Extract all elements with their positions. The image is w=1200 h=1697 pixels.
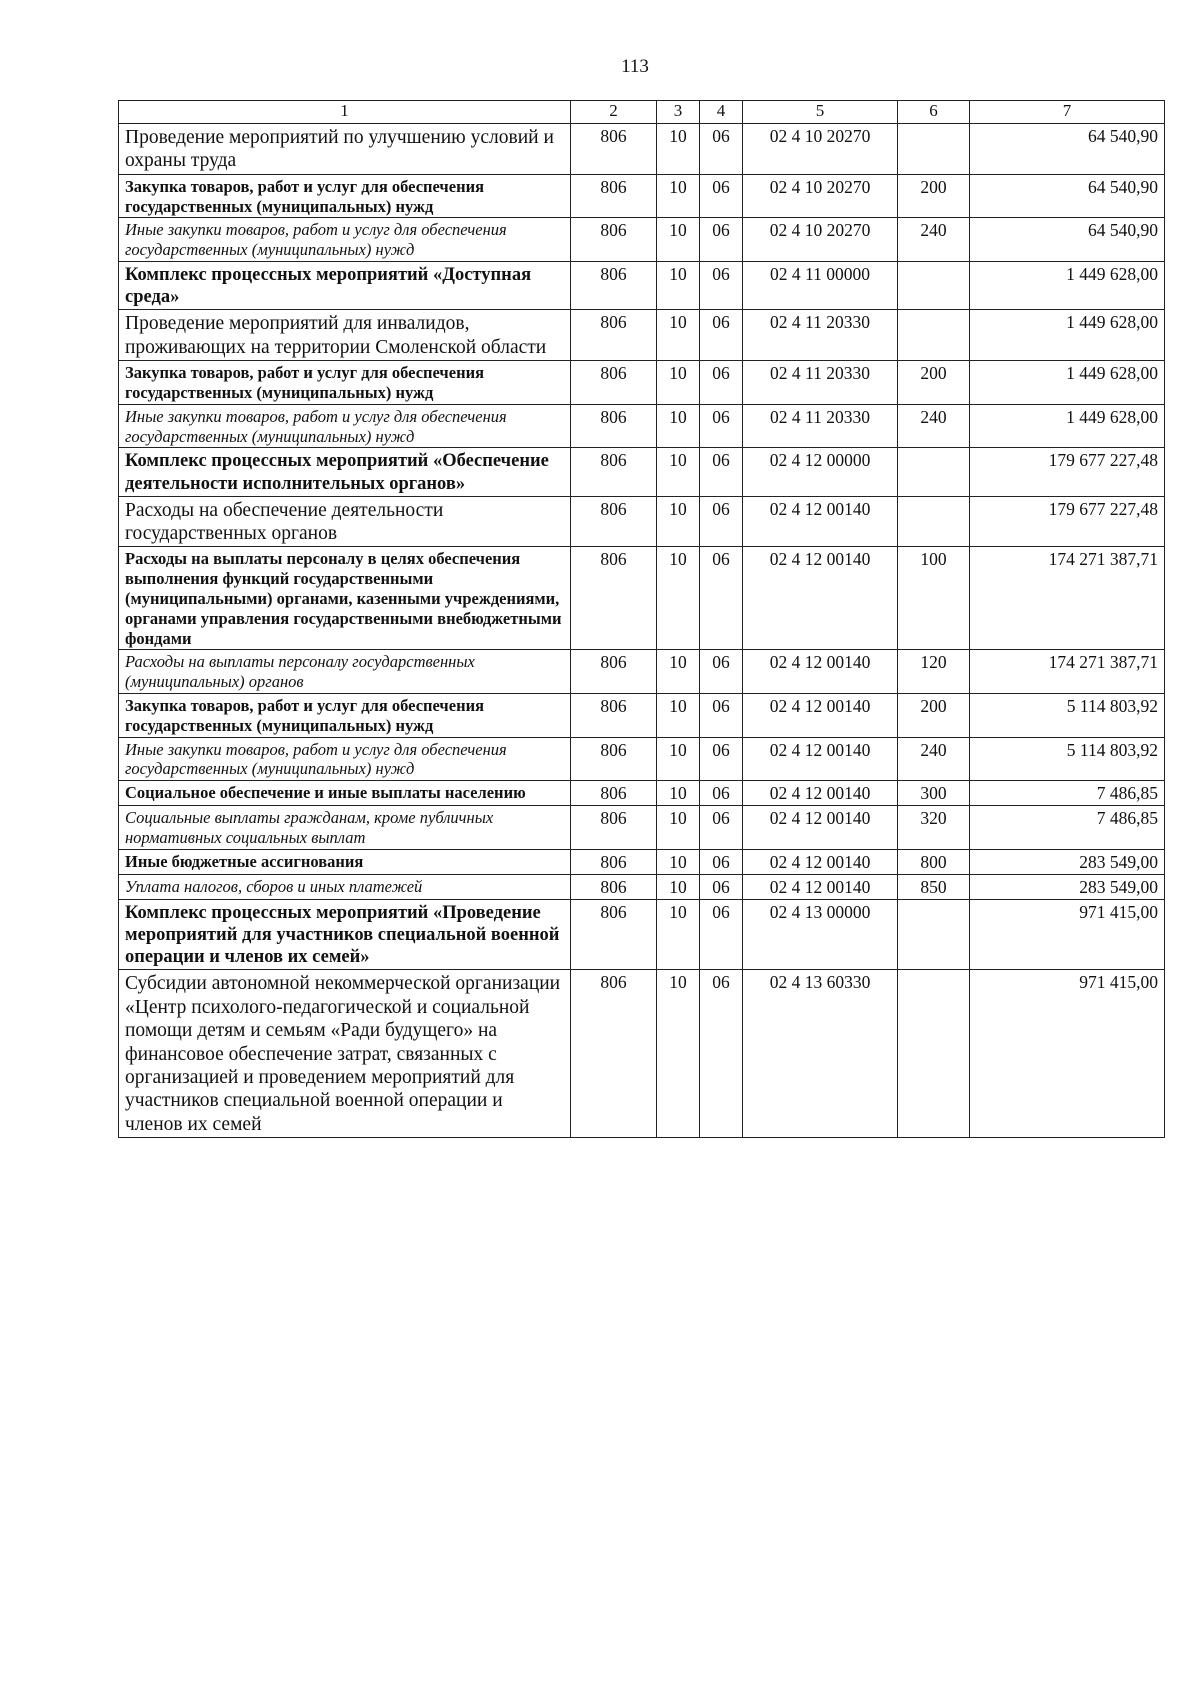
- subsection-code-cell: 06: [700, 448, 743, 496]
- section-code-cell: 10: [657, 806, 700, 850]
- grbs-code-cell: 806: [571, 899, 657, 970]
- amount-cell: 64 540,90: [970, 218, 1165, 262]
- subsection-code-cell: 06: [700, 310, 743, 361]
- row-name-cell: Иные закупки товаров, работ и услуг для обеспечения государственных (муниципальных) нужд: [119, 404, 571, 448]
- grbs-code-cell: 806: [571, 849, 657, 874]
- table-row: [119, 448, 1165, 496]
- grbs-code-cell: 806: [571, 547, 657, 650]
- column-number-row: [119, 101, 1165, 124]
- table-row: [119, 261, 1165, 309]
- amount-cell: 283 549,00: [970, 849, 1165, 874]
- amount-cell: 7 486,85: [970, 806, 1165, 850]
- expense-type-cell: 240: [898, 218, 970, 262]
- row-name-cell: Закупка товаров, работ и услуг для обеспечения государственных (муниципальных) нужд: [119, 694, 571, 738]
- amount-cell: 179 677 227,48: [970, 496, 1165, 547]
- expense-type-cell: [898, 899, 970, 970]
- table-row: [119, 737, 1165, 781]
- row-name-cell: Расходы на выплаты персоналу государственных (муниципальных) органов: [119, 650, 571, 694]
- target-article-cell: 02 4 12 00000: [743, 448, 898, 496]
- subsection-code-cell: 06: [700, 694, 743, 738]
- grbs-code-cell: 806: [571, 650, 657, 694]
- row-name-cell: Закупка товаров, работ и услуг для обеспечения государственных (муниципальных) нужд: [119, 174, 571, 218]
- expense-type-cell: [898, 261, 970, 309]
- row-name-cell: Проведение мероприятий для инвалидов, проживающих на территории Смоленской области: [119, 310, 571, 361]
- grbs-code-cell: 806: [571, 124, 657, 175]
- grbs-code-cell: 806: [571, 218, 657, 262]
- expense-type-cell: 320: [898, 806, 970, 850]
- subsection-code-cell: 06: [700, 849, 743, 874]
- section-code-cell: 10: [657, 737, 700, 781]
- row-name-cell: Иные бюджетные ассигнования: [119, 849, 571, 874]
- row-name-cell: Иные закупки товаров, работ и услуг для обеспечения государственных (муниципальных) нужд: [119, 218, 571, 262]
- table-row: [119, 218, 1165, 262]
- section-code-cell: 10: [657, 310, 700, 361]
- subsection-code-cell: 06: [700, 737, 743, 781]
- row-name-cell: Комплекс процессных мероприятий «Доступная среда»: [119, 261, 571, 309]
- subsection-code-cell: 06: [700, 496, 743, 547]
- grbs-code-cell: 806: [571, 737, 657, 781]
- row-name-cell: Проведение мероприятий по улучшению условий и охраны труда: [119, 124, 571, 175]
- target-article-cell: 02 4 12 00140: [743, 694, 898, 738]
- target-article-cell: 02 4 12 00140: [743, 874, 898, 899]
- table-row: [119, 547, 1165, 650]
- subsection-code-cell: 06: [700, 404, 743, 448]
- expense-type-cell: [898, 310, 970, 361]
- amount-cell: 1 449 628,00: [970, 310, 1165, 361]
- target-article-cell: 02 4 12 00140: [743, 547, 898, 650]
- subsection-code-cell: 06: [700, 899, 743, 970]
- table-row: [119, 310, 1165, 361]
- expense-type-cell: 120: [898, 650, 970, 694]
- table-row: [119, 124, 1165, 175]
- expense-type-cell: 300: [898, 781, 970, 806]
- subsection-code-cell: 06: [700, 218, 743, 262]
- column-number: 5: [743, 101, 898, 124]
- target-article-cell: 02 4 10 20270: [743, 174, 898, 218]
- section-code-cell: 10: [657, 650, 700, 694]
- subsection-code-cell: 06: [700, 970, 743, 1138]
- expense-type-cell: 200: [898, 361, 970, 405]
- subsection-code-cell: 06: [700, 261, 743, 309]
- subsection-code-cell: 06: [700, 874, 743, 899]
- row-name-cell: Уплата налогов, сборов и иных платежей: [119, 874, 571, 899]
- page-number: 113: [621, 56, 649, 77]
- amount-cell: 7 486,85: [970, 781, 1165, 806]
- grbs-code-cell: 806: [571, 874, 657, 899]
- column-number: 6: [898, 101, 970, 124]
- amount-cell: 174 271 387,71: [970, 650, 1165, 694]
- expense-type-cell: 800: [898, 849, 970, 874]
- section-code-cell: 10: [657, 496, 700, 547]
- section-code-cell: 10: [657, 899, 700, 970]
- section-code-cell: 10: [657, 694, 700, 738]
- amount-cell: 5 114 803,92: [970, 694, 1165, 738]
- table-row: [119, 849, 1165, 874]
- section-code-cell: 10: [657, 174, 700, 218]
- subsection-code-cell: 06: [700, 547, 743, 650]
- subsection-code-cell: 06: [700, 174, 743, 218]
- amount-cell: 971 415,00: [970, 899, 1165, 970]
- target-article-cell: 02 4 12 00140: [743, 806, 898, 850]
- expense-type-cell: 100: [898, 547, 970, 650]
- amount-cell: 1 449 628,00: [970, 361, 1165, 405]
- grbs-code-cell: 806: [571, 970, 657, 1138]
- table-row: [119, 496, 1165, 547]
- target-article-cell: 02 4 12 00140: [743, 737, 898, 781]
- amount-cell: 179 677 227,48: [970, 448, 1165, 496]
- grbs-code-cell: 806: [571, 448, 657, 496]
- expense-type-cell: 240: [898, 737, 970, 781]
- subsection-code-cell: 06: [700, 806, 743, 850]
- subsection-code-cell: 06: [700, 781, 743, 806]
- grbs-code-cell: 806: [571, 496, 657, 547]
- table-row: [119, 970, 1165, 1138]
- target-article-cell: 02 4 10 20270: [743, 124, 898, 175]
- expense-type-cell: [898, 124, 970, 175]
- column-number: 1: [119, 101, 571, 124]
- grbs-code-cell: 806: [571, 174, 657, 218]
- grbs-code-cell: 806: [571, 404, 657, 448]
- table-row: [119, 174, 1165, 218]
- grbs-code-cell: 806: [571, 361, 657, 405]
- table-row: [119, 694, 1165, 738]
- section-code-cell: 10: [657, 361, 700, 405]
- table-row: [119, 650, 1165, 694]
- column-number: 4: [700, 101, 743, 124]
- grbs-code-cell: 806: [571, 261, 657, 309]
- target-article-cell: 02 4 13 00000: [743, 899, 898, 970]
- expense-type-cell: 200: [898, 694, 970, 738]
- row-name-cell: Расходы на выплаты персоналу в целях обеспечения выполнения функций государственными (муниципальными) органами, казенными учреждениями, органами управления государственными внебюджетными фондами: [119, 547, 571, 650]
- section-code-cell: 10: [657, 448, 700, 496]
- section-code-cell: 10: [657, 849, 700, 874]
- expense-type-cell: [898, 496, 970, 547]
- section-code-cell: 10: [657, 547, 700, 650]
- table-row: [119, 404, 1165, 448]
- amount-cell: 64 540,90: [970, 124, 1165, 175]
- target-article-cell: 02 4 10 20270: [743, 218, 898, 262]
- row-name-cell: Комплекс процессных мероприятий «Проведение мероприятий для участников специальной военной операции и членов их семей»: [119, 899, 571, 970]
- row-name-cell: Закупка товаров, работ и услуг для обеспечения государственных (муниципальных) нужд: [119, 361, 571, 405]
- table-row: [119, 781, 1165, 806]
- row-name-cell: Субсидии автономной некоммерческой организации «Центр психолого-педагогической и социальной помощи детям и семьям «Ради будущего» на финансовое обеспечение затрат, связанных с организацией и проведением мероприятий для участников специальной военной операции и членов их семей: [119, 970, 571, 1138]
- amount-cell: 283 549,00: [970, 874, 1165, 899]
- grbs-code-cell: 806: [571, 310, 657, 361]
- target-article-cell: 02 4 13 60330: [743, 970, 898, 1138]
- column-number: 7: [970, 101, 1165, 124]
- amount-cell: 5 114 803,92: [970, 737, 1165, 781]
- grbs-code-cell: 806: [571, 781, 657, 806]
- expense-type-cell: [898, 970, 970, 1138]
- section-code-cell: 10: [657, 874, 700, 899]
- expense-type-cell: 200: [898, 174, 970, 218]
- subsection-code-cell: 06: [700, 650, 743, 694]
- column-number: 2: [571, 101, 657, 124]
- grbs-code-cell: 806: [571, 806, 657, 850]
- grbs-code-cell: 806: [571, 694, 657, 738]
- expense-type-cell: 850: [898, 874, 970, 899]
- target-article-cell: 02 4 12 00140: [743, 781, 898, 806]
- section-code-cell: 10: [657, 124, 700, 175]
- section-code-cell: 10: [657, 781, 700, 806]
- section-code-cell: 10: [657, 970, 700, 1138]
- section-code-cell: 10: [657, 261, 700, 309]
- target-article-cell: 02 4 12 00140: [743, 496, 898, 547]
- row-name-cell: Социальные выплаты гражданам, кроме публичных нормативных социальных выплат: [119, 806, 571, 850]
- target-article-cell: 02 4 11 20330: [743, 310, 898, 361]
- target-article-cell: 02 4 12 00140: [743, 849, 898, 874]
- row-name-cell: Иные закупки товаров, работ и услуг для обеспечения государственных (муниципальных) нужд: [119, 737, 571, 781]
- table-row: [119, 806, 1165, 850]
- table-row: [119, 899, 1165, 970]
- subsection-code-cell: 06: [700, 124, 743, 175]
- budget-table: [118, 100, 1165, 1138]
- subsection-code-cell: 06: [700, 361, 743, 405]
- row-name-cell: Расходы на обеспечение деятельности государственных органов: [119, 496, 571, 547]
- expense-type-cell: 240: [898, 404, 970, 448]
- section-code-cell: 10: [657, 218, 700, 262]
- column-number: 3: [657, 101, 700, 124]
- table-row: [119, 874, 1165, 899]
- table-row: [119, 361, 1165, 405]
- target-article-cell: 02 4 11 20330: [743, 361, 898, 405]
- target-article-cell: 02 4 11 00000: [743, 261, 898, 309]
- amount-cell: 1 449 628,00: [970, 404, 1165, 448]
- row-name-cell: Социальное обеспечение и иные выплаты населению: [119, 781, 571, 806]
- amount-cell: 1 449 628,00: [970, 261, 1165, 309]
- amount-cell: 174 271 387,71: [970, 547, 1165, 650]
- expense-type-cell: [898, 448, 970, 496]
- amount-cell: 64 540,90: [970, 174, 1165, 218]
- amount-cell: 971 415,00: [970, 970, 1165, 1138]
- target-article-cell: 02 4 12 00140: [743, 650, 898, 694]
- row-name-cell: Комплекс процессных мероприятий «Обеспечение деятельности исполнительных органов»: [119, 448, 571, 496]
- section-code-cell: 10: [657, 404, 700, 448]
- target-article-cell: 02 4 11 20330: [743, 404, 898, 448]
